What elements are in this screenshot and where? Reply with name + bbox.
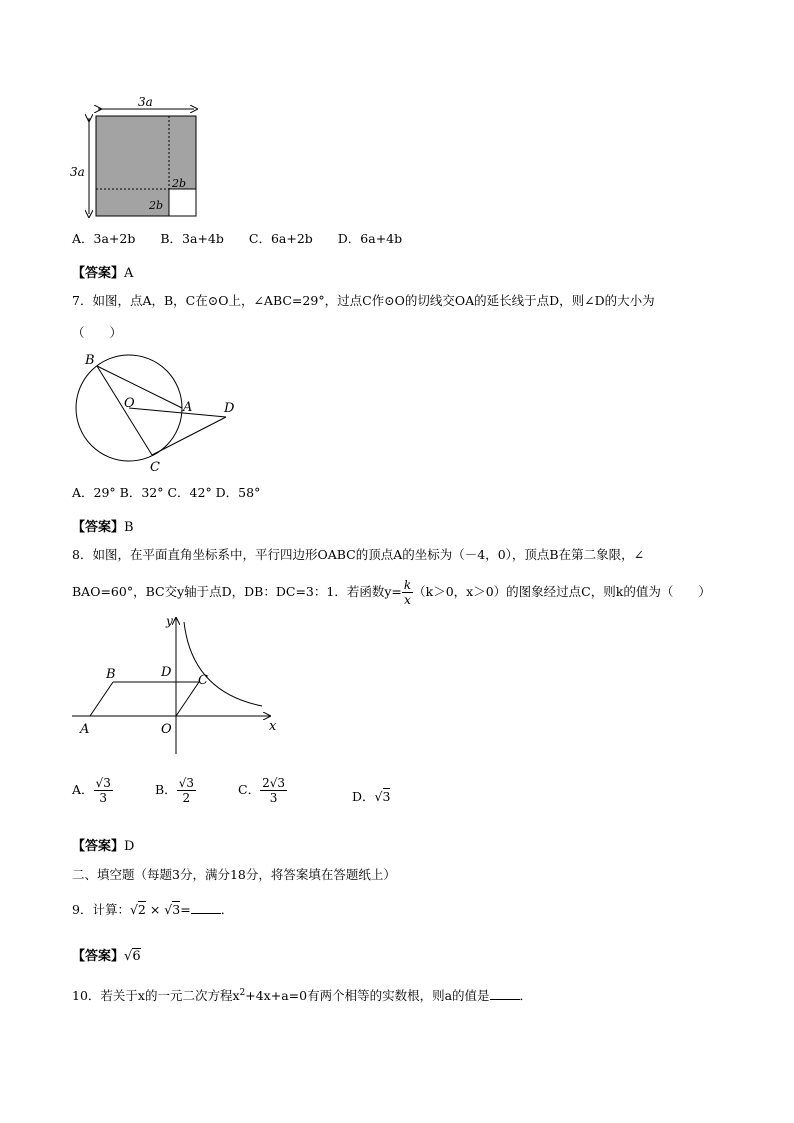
q7-options: A．29° B．32° C．42° D．58° [72,485,261,500]
fig6-left-label: 3a [70,165,85,179]
radicand: 3 [382,789,391,804]
option-fraction [260,776,287,805]
q7-answer [72,516,134,535]
figure-q8-coordinate [66,612,286,760]
fig7-label-d: D [224,401,235,416]
fig7-label-c: C [150,460,160,475]
fig8-label-b: B [106,667,116,682]
q8-option-c [238,776,287,805]
q8-option-a [72,776,113,805]
fig8-label-d: D [161,665,172,680]
radicand: 3 [277,776,286,790]
radicand: 3 [186,776,194,790]
q10-middle: +4x+a=0有两个相等的实数根，则a的值是 [245,988,490,1004]
fraction-denominator: 2 [182,791,191,805]
fig7-label-b: B [85,353,95,368]
section-fill-in-title: 二、填空题（每题3分，满分18分，将答案填在答题纸上） [72,867,396,882]
answer-blank [191,901,221,914]
fig8-label-o: O [161,722,172,737]
option-label: B． [155,782,177,797]
q9-end: ． [220,902,234,917]
fig7-label-a: A [183,400,193,415]
answer-blank [490,987,520,1000]
answer-radicand: 6 [132,949,141,964]
fig7-label-o: O [124,396,135,411]
q10-prefix: 10．若关于x的一元二次方程x [72,988,240,1004]
q10 [72,984,532,1005]
fraction-denominator: 3 [99,791,107,805]
q9-radicand-2: 3 [172,902,181,917]
q8-line2 [72,574,711,610]
q8-option-b [155,776,196,805]
q8-answer [72,835,134,854]
fraction-denominator: 3 [269,791,278,805]
exponent: 2 [239,988,246,998]
coefficient: 2 [262,776,270,790]
fig6-inner-right-label: 2b [172,177,187,190]
fig8-label-y: y [166,614,173,628]
times-sign: × [145,902,165,917]
answer-bracket: 【答案】 [72,949,125,964]
q7-line2: （ ） [72,325,123,340]
answer-bracket: 【答案】 [72,839,125,854]
fraction-denominator: x [404,593,411,607]
q8-line2-pre: BAO=60°，BC交y轴于点D，DB：DC=3：1．若函数y= [72,584,402,599]
option-fraction [94,776,113,805]
q8-option-d: D．√3 [352,789,391,804]
answer-value: B [124,520,134,535]
answer-bracket: 【答案】 [72,266,125,281]
figure-q6-square [66,92,206,222]
fig8-label-x: x [269,719,277,734]
answer-bracket: 【答案】 [72,520,125,535]
q10-end: ． [519,988,533,1004]
fig8-label-c: C [198,673,208,688]
q8-line1: 8．如图，在平面直角坐标系中，平行四边形OABC的顶点A的坐标为（－4，0），顶点B在第二象限，∠ [72,547,645,562]
fig6-inner-bottom-label: 2b [149,199,164,212]
option-fraction [177,776,196,805]
fraction-numerator: √3 [178,776,194,790]
q6-answer [72,262,133,281]
q6-options: A．3a+2b B．3a+4b C．6a+2b D．6a+4b [72,231,403,246]
q9-radicand-1: 2 [137,902,146,917]
fig6-top-label: 3a [138,95,153,109]
figure-q7-circle [66,348,246,478]
q7-line1: 7．如图，点A，B，C在⊙O上，∠ABC=29°，过点C作⊙O的切线交OA的延长线于点D，则∠D的大小为 [72,293,655,308]
fig8-label-a: A [80,722,90,737]
fraction-numerator: √3 [95,776,111,790]
radicand: 3 [103,776,111,790]
q9-answer: 【答案】√6 [72,949,141,964]
answer-value: A [124,266,134,281]
answer-value: D [124,839,135,854]
q9: 9．计算：√2 × √3= ． [72,902,234,917]
q8-fraction [402,578,413,607]
option-label: D． [352,789,375,804]
q8-line2-post: （k＞0，x＞0）的图象经过点C，则k的值为（ ） [413,584,711,599]
fraction-numerator: 2√3 [262,776,286,790]
option-label: C． [238,782,261,797]
equals-sign: = [180,902,191,917]
option-label: A． [72,782,94,797]
q9-prefix: 9．计算： [72,902,130,917]
fraction-numerator: k [403,578,412,592]
